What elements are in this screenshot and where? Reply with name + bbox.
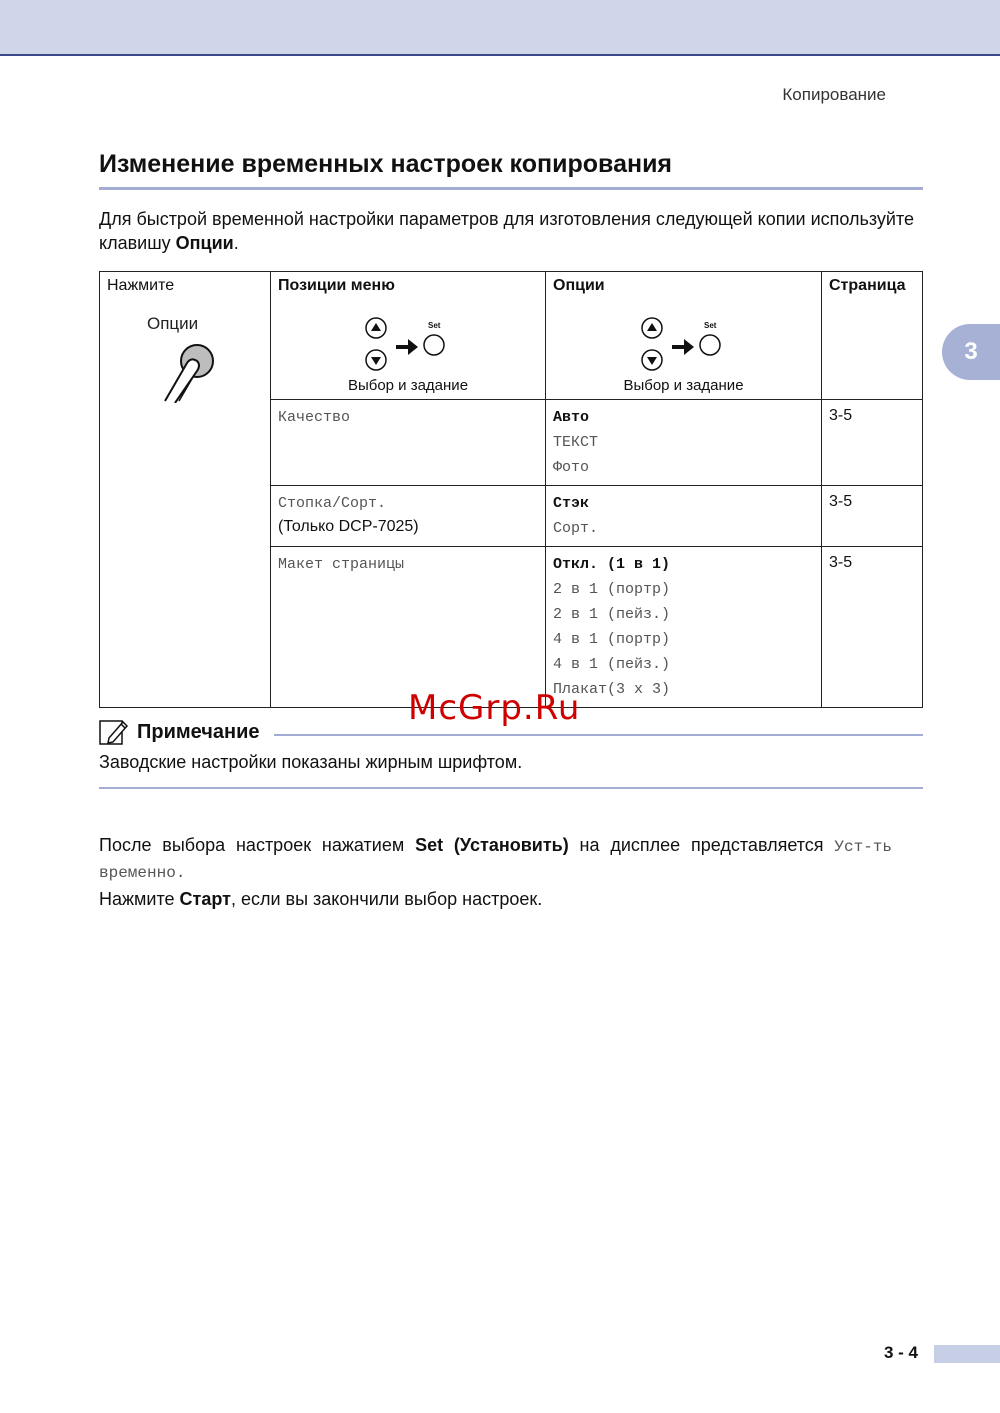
chapter-tab[interactable]: 3 (942, 324, 1000, 380)
set-key-label: Set (703, 321, 716, 330)
table-header-row (100, 272, 923, 400)
note-divider (274, 734, 923, 736)
note-header (99, 716, 923, 748)
body-paragraph-start (99, 889, 892, 910)
option-item: 4 в 1 (портр) (553, 631, 671, 648)
menu-note: (Только DCP-7025) (278, 518, 419, 535)
press-header: Нажмите (107, 277, 175, 294)
options-key-graphic (135, 305, 263, 408)
options-table (99, 271, 923, 708)
note-pencil-icon (99, 718, 129, 746)
note-text: Заводские настройки показаны жирным шрифтом. (99, 752, 923, 789)
options-cell (546, 547, 822, 708)
press-cell (100, 272, 271, 708)
option-item: Плакат(3 x 3) (553, 681, 671, 698)
page-ref: 3-5 (822, 486, 923, 547)
option-default: Откл. (1 в 1) (553, 556, 671, 573)
menu-item: Качество (278, 409, 351, 426)
set-key-label: Set (428, 321, 441, 330)
page-ref: 3-5 (822, 400, 923, 486)
option-default: Авто (553, 409, 590, 426)
menu-cell (271, 400, 546, 486)
menu-nav-caption: Выбор и задание (347, 377, 469, 394)
display-message: Уст-ть временно. (99, 838, 892, 882)
option-item: 4 в 1 (пейз.) (553, 656, 671, 673)
option-item: ТЕКСТ (553, 434, 599, 451)
intro-paragraph (99, 207, 923, 255)
page-number: 3 - 4 (884, 1343, 919, 1362)
running-title: Копирование (782, 85, 886, 104)
option-default: Стэк (553, 495, 590, 512)
intro-end: . (233, 233, 239, 253)
start-key-name: Старт (179, 889, 231, 909)
p1-text-b: на дисплее представляется (568, 835, 835, 855)
set-key-name: Set (Установить) (415, 835, 569, 855)
option-item: Сорт. (553, 520, 599, 537)
page-ref: 3-5 (822, 547, 923, 708)
menu-header-cell (271, 272, 546, 400)
intro-key: Опции (175, 233, 234, 253)
top-header-band (0, 0, 1000, 56)
page-header: Страница (822, 272, 923, 400)
options-header-cell (546, 272, 822, 400)
body-paragraph-set (99, 833, 892, 885)
option-item: 2 в 1 (портр) (553, 581, 671, 598)
options-key-label: Опции (147, 314, 199, 333)
finger-press-icon (135, 305, 235, 403)
p2-text: Нажмите (99, 889, 180, 909)
menu-item: Макет страницы (278, 556, 405, 573)
nav-keys-graphic (278, 315, 538, 373)
nav-keys-graphic (553, 315, 814, 373)
nav-keys-icon (358, 315, 458, 373)
option-item: 2 в 1 (пейз.) (553, 606, 671, 623)
options-header: Опции (553, 277, 605, 294)
page-number-bar (934, 1345, 1000, 1363)
section-title: Изменение временных настроек копирования (99, 150, 923, 190)
option-item: Фото (553, 459, 590, 476)
menu-header: Позиции меню (278, 277, 395, 294)
menu-cell (271, 547, 546, 708)
options-cell (546, 486, 822, 547)
note-label: Примечание (137, 720, 260, 743)
options-cell (546, 400, 822, 486)
options-nav-caption: Выбор и задание (623, 377, 744, 394)
intro-text: Для быстрой временной настройки параметров для изготовления следующей копии используйте клавишу (99, 209, 915, 253)
watermark: McGrp.Ru (408, 688, 581, 728)
menu-item: Стопка/Сорт. (278, 495, 387, 512)
p1-text: После выбора настроек нажатием (99, 835, 416, 855)
nav-keys-icon (634, 315, 734, 373)
menu-cell (271, 486, 546, 547)
p2-text-b: , если вы закончили выбор настроек. (230, 889, 543, 909)
